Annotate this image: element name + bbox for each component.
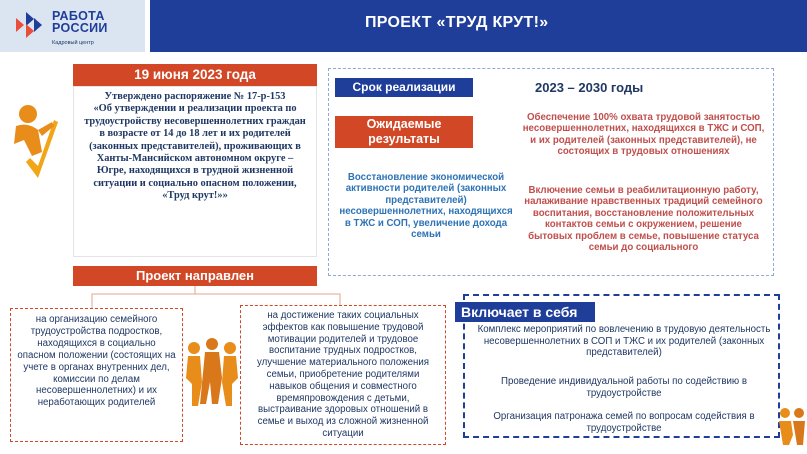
man-pointing-icon <box>8 100 60 180</box>
handshake-icon <box>775 405 807 445</box>
includes-item: Проведение индивидуальной работы по содействию в трудоустройстве <box>501 376 747 399</box>
directed-box-social-effects: на достижение таких социальных эффектов как повышение трудовой мотивации родителей и трудовое воспитание трудных подростков, улучшение материального положения семьи, приобретение родителями навыков общения и совместного времяпровождения с детьми, выстраивание здоровых отношений в семье и выход из сложной жизненной ситуации <box>240 305 446 445</box>
includes-item: Комплекс мероприятий по вовлечению в трудовую деятельность несовершеннолетних в СОП и ТЖС и их родителей (законных представителей) <box>477 324 771 359</box>
directed-box-employment: на организацию семейного трудоустройства подростков, находящихся в социально опасном положении (состоящих на учете в органах внутренних дел, комиссии по делам несовершеннолетних) и их неработающих родителей <box>10 308 183 442</box>
project-directed-banner: Проект направлен <box>73 266 317 286</box>
period-value: 2023 – 2030 годы <box>535 80 644 95</box>
date-banner: 19 июня 2023 года <box>73 64 317 86</box>
logo-subtitle: Кадровый центр <box>52 40 94 46</box>
results-label: Ожидаемые результаты <box>335 116 473 148</box>
logo-mark-icon <box>14 10 44 40</box>
page-title: ПРОЕКТ «ТРУД КРУТ!» <box>365 14 549 31</box>
result-employment-coverage: Обеспечение 100% охвата трудовой занятостью несовершеннолетних, находящихся в ТЖС и СОП, и их родителей (законных представителей), не состоящих в трудовых отношениях <box>522 112 765 158</box>
result-family-rehabilitation: Включение семьи в реабилитационную работу, налаживание нравственных традиций семейного воспитания, восстановление положительных контактов семьи с окружением, решение бытовых проблем в семье, повышение статуса семьи до социального <box>524 185 763 254</box>
order-text-box <box>73 86 317 257</box>
order-number: Утверждено распоряжение № 17-р-153 <box>104 91 286 102</box>
includes-item: Организация патронажа семей по вопросам содействия в трудоустройстве <box>493 411 755 434</box>
includes-label: Включает в себя <box>455 302 595 322</box>
logo-title: РАБОТА РОССИИ <box>52 9 108 35</box>
order-description: «Об утверждении и реализации проекта по трудоустройству несовершеннолетних граждан в возрасте от 14 до 18 лет и их родителей (законных представителей), проживающих в Ханты-Мансийском автономном округе – Югре, находящихся в трудной жизненной ситуации и социально опасном положении, «Труд крут!»» <box>84 103 306 202</box>
logo <box>0 0 145 52</box>
period-label: Срок реализации <box>335 78 473 97</box>
result-economic-activity: Восстановление экономической активности родителей (законных представителей) несовершеннолетних, находящихся в ТЖС и СОП, увеличение дохода семьи <box>339 172 513 241</box>
people-group-icon <box>180 338 244 408</box>
